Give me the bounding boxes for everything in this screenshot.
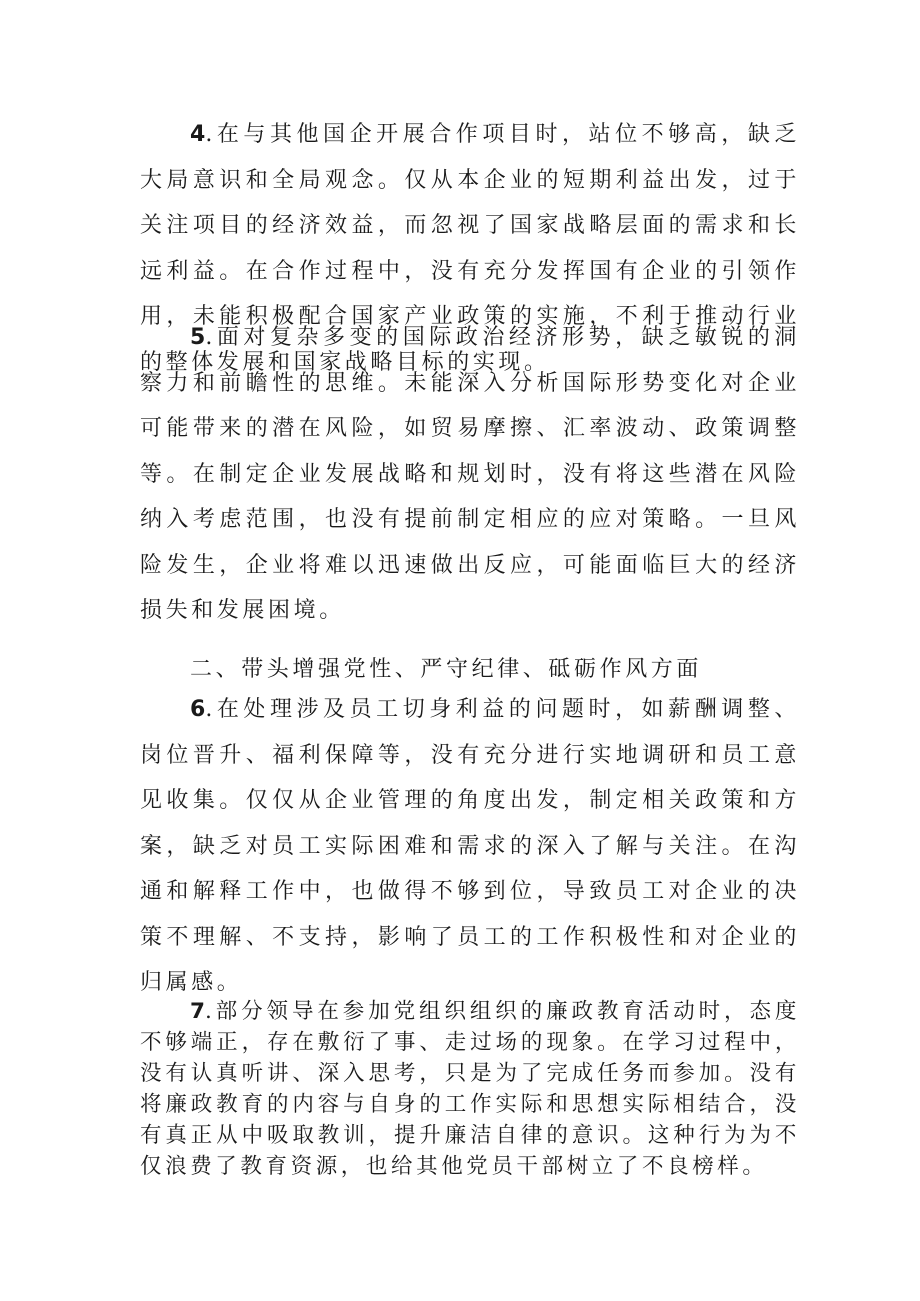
paragraph-4-number: 4 <box>190 122 206 147</box>
section-heading-text: 二、带头增强党性、严守纪律、砥砺作风方面 <box>190 657 703 682</box>
paragraph-5-text: .面对复杂多变的国际政治经济形势，缺乏敏锐的洞察力和前瞻性的思维。未能深入分析国际形势变化对企业可能带来的潜在风险，如贸易摩擦、汇率波动、政策调整等。在制定企业发展战略和规划时，没有将这些潜在风险纳入考虑范围，也没有提前制定相应的应对策略。一旦风险发生，企业将难以迅速做出反应，可能面临巨大的经济损失和发展困境。 <box>140 325 800 623</box>
paragraph-5-number: 5 <box>190 325 206 350</box>
paragraph-6 <box>140 687 800 1006</box>
paragraph-7-number: 7 <box>190 999 205 1024</box>
paragraph-6-text: .在处理涉及员工切身利益的问题时，如薪酬调整、岗位晋升、福利保障等，没有充分进行实地调研和员工意见收集。仅仅从企业管理的角度出发，制定相关政策和方案，缺乏对员工实际困难和需求的深入了解与关注。在沟通和解释工作中，也做得不够到位，导致员工对企业的决策不理解、不支持，影响了员工的工作积极性和对企业的归属感。 <box>140 697 800 995</box>
paragraph-4-text: .在与其他国企开展合作项目时，站位不够高，缺乏大局意识和全局观念。仅从本企业的短期利益出发，过于关注项目的经济效益，而忽视了国家战略层面的需求和长远利益。在合作过程中，没有充分发挥国有企业的引领作用，未能积极配合国家产业政策的实施，不利于推动行业的整体发展和国家战略目标的实现。 <box>140 122 800 375</box>
paragraph-7 <box>140 996 800 1182</box>
paragraph-7-text: .部分领导在参加党组织组织的廉政教育活动时，态度不够端正，存在敷衍了事、走过场的现象。在学习过程中，没有认真听讲、深入思考，只是为了完成任务而参加。没有将廉政教育的内容与自身的工作实际和思想实际相结合，没有真正从中吸取教训，提升廉洁自律的意识。这种行为为不仅浪费了教育资源，也给其他党员干部树立了不良榜样。 <box>140 999 800 1179</box>
paragraph-6-number: 6 <box>190 697 206 722</box>
paragraph-5 <box>140 315 800 634</box>
section-heading <box>140 654 800 685</box>
